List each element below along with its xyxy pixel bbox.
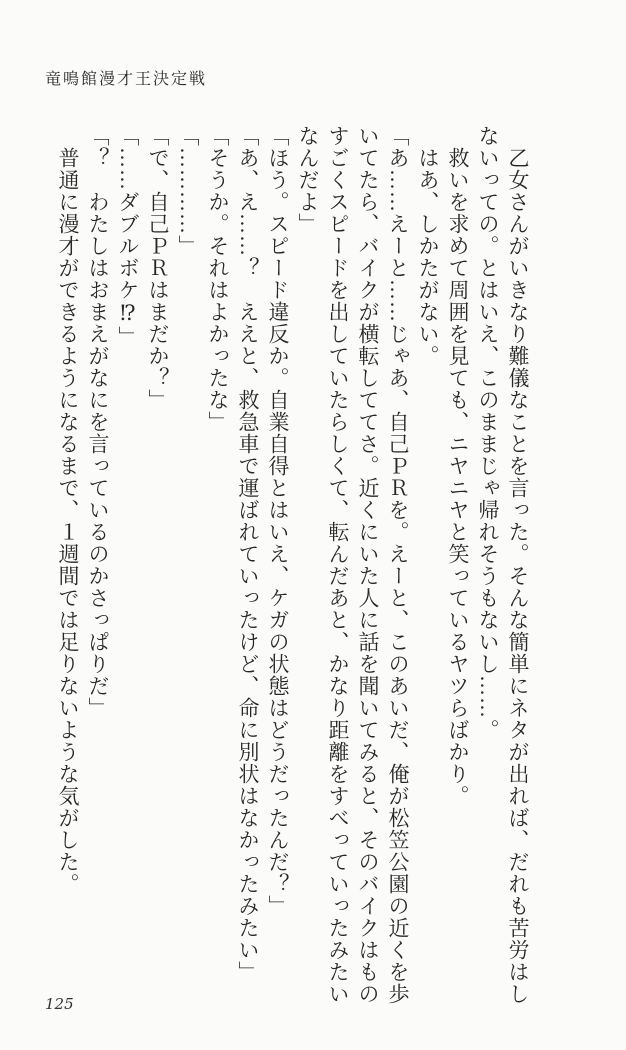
text-column: 「…………」 (176, 125, 200, 257)
text-column: 「ほう。スピード違反か。自業自得とはいえ、ケガの状態はどうだったんだ？」 (266, 125, 290, 917)
text-column: ないっての。とはいえ、このままじゃ帰れそうもないし……。 (476, 125, 500, 741)
text-column: すごくスピードを出していたらしくて、転んだあと、かなり距離をすべっていったみたい (326, 125, 350, 1005)
text-column: 救いを求めて周囲を見ても、ニヤニヤと笑っているヤツらばかり。 (446, 125, 470, 807)
text-column: 「……ダブルボケ⁉」 (116, 125, 140, 348)
text-column: 乙女さんがいきなり難儀なことを言った。そんな簡単にネタが出れば、だれも苦労はし (506, 125, 530, 1005)
text-column: 「？ わたしはおまえがなにを言っているのかさっぱりだ」 (86, 125, 110, 719)
text-column: いてたら、バイクが横転しててさ。近くにいた人に話を聞いてみると、そのバイクはもの (356, 125, 380, 1005)
text-column: 「あ……えーと……じゃあ、自己ＰＲを。えーと、このあいだ、俺が松笠公園の近くを歩 (386, 125, 410, 1005)
text-column: 普通に漫才ができるようになるまで、１週間では足りないような気がした。 (56, 125, 80, 895)
text-column: なんだよ」 (296, 125, 320, 235)
running-head: 竜鳴館漫才王決定戦 (45, 71, 208, 88)
text-body (53, 125, 533, 1007)
text-column: 「で、自己ＰＲはまだか？」 (146, 125, 170, 411)
text-column: はあ、しかたがない。 (416, 125, 440, 367)
text-column: 「あ、え……？ ええと、救急車で運ばれていったけど、命に別状はなかったみたい」 (236, 125, 260, 983)
page-number: 125 (45, 995, 74, 1013)
text-column: 「そうか。それはよかったな」 (206, 125, 230, 433)
